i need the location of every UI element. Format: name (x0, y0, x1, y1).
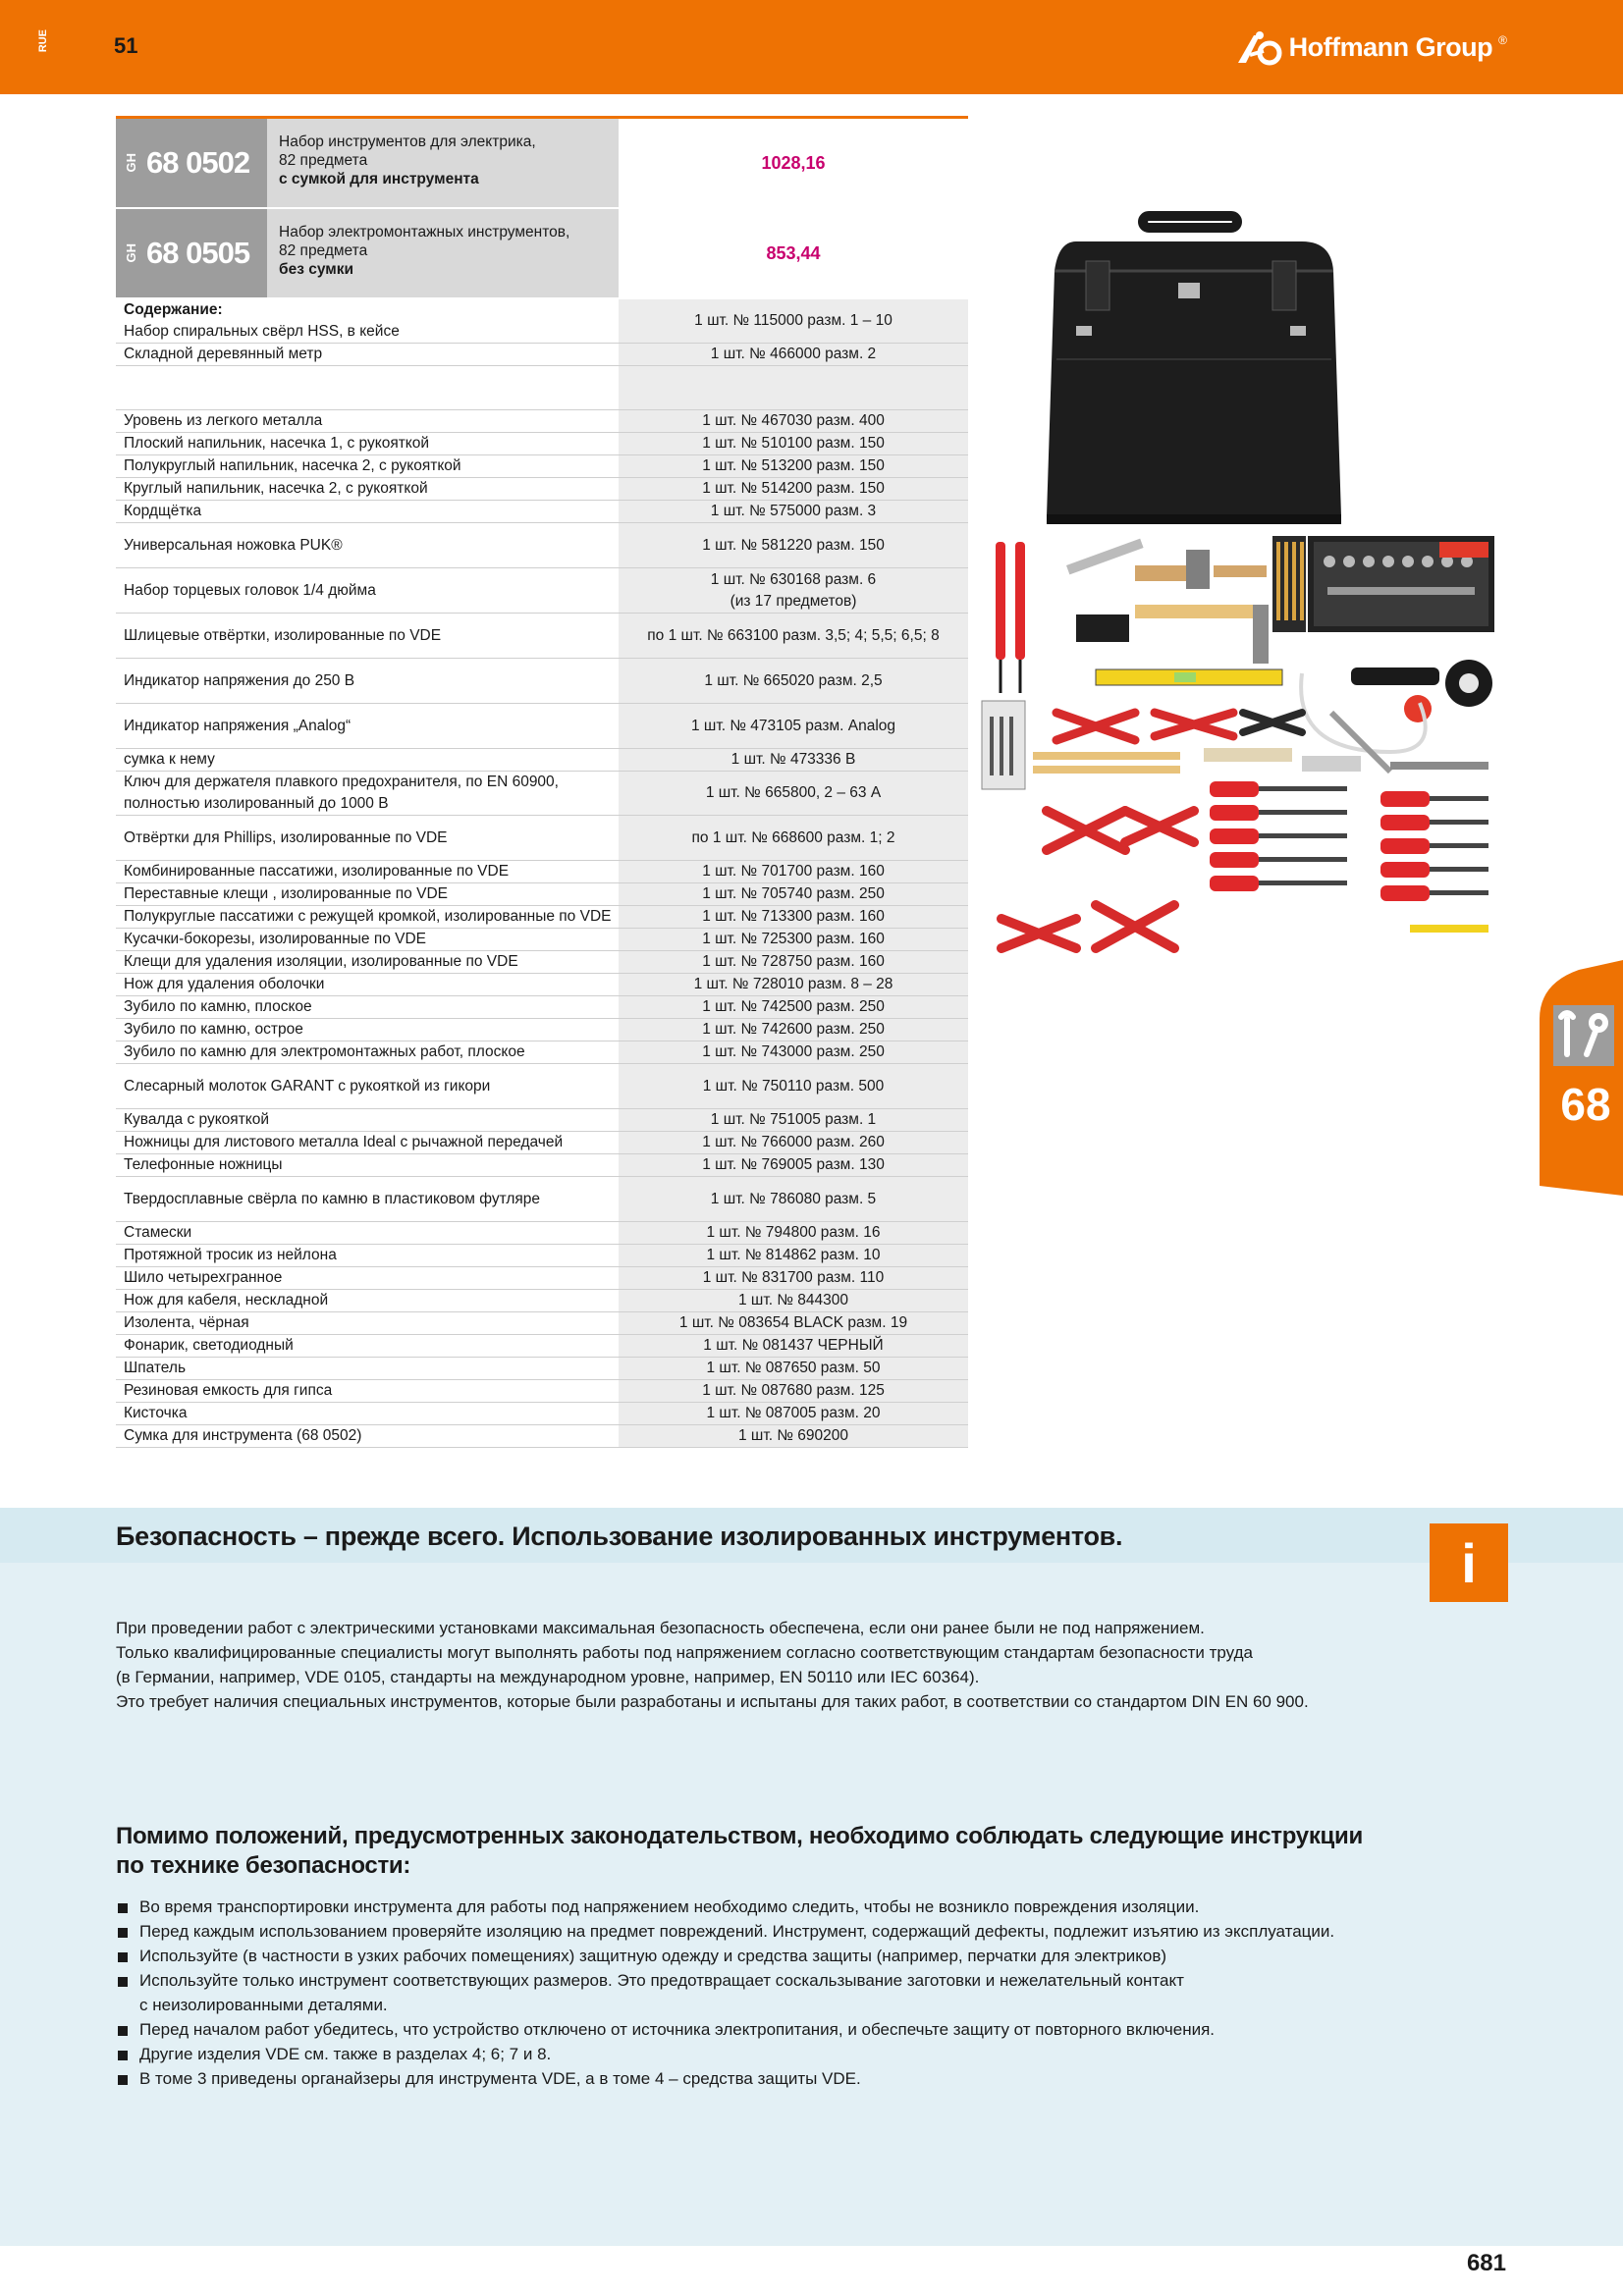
content-item-label: Зубило по камню, плоское (124, 998, 312, 1015)
content-item-article (619, 951, 968, 973)
article-number: 1 шт. № 844300 (737, 1292, 848, 1308)
article-number: 1 шт. № 766000 разм. 260 (702, 1134, 885, 1150)
paragraph-line: При проведении работ с электрическими установками максимальная безопасность обеспечена, если они ранее были не под напряжением. (116, 1619, 1205, 1637)
article-number: 1 шт. № 794800 разм. 16 (706, 1224, 881, 1241)
content-item-name (116, 433, 619, 454)
content-item-name (116, 1290, 619, 1311)
list-item: Используйте (в частности в узких рабочих помещениях) защитную одежду и средства защиты (например, перчатки для электриков) (116, 1944, 1530, 1968)
content-item-name (116, 410, 619, 432)
product-desc-line: 82 предмета (279, 152, 368, 169)
product-prefix: GH (124, 243, 138, 263)
content-item-article (619, 299, 968, 343)
content-item-article (619, 996, 968, 1018)
tools-illustration (982, 536, 1494, 948)
content-item-label: Твердосплавные свёрла по камню в пластиковом футляре (124, 1190, 541, 1207)
article-number: 1 шт. № 087650 разм. 50 (706, 1360, 881, 1376)
list-item (116, 1968, 1530, 2017)
article-number: 1 шт. № 473336 B (730, 751, 856, 768)
product-prefix: GH (124, 153, 138, 173)
content-item-article (619, 478, 968, 500)
content-item-name (116, 816, 619, 860)
content-item-article (619, 1019, 968, 1041)
table-row (116, 1154, 968, 1177)
table-row (116, 1245, 968, 1267)
content-item-label: Уровень из легкого металла (124, 412, 323, 429)
content-item-name (116, 1380, 619, 1402)
content-item-name (116, 704, 619, 748)
content-item-article (619, 433, 968, 454)
article-number: 1 шт. № 513200 разм. 150 (702, 457, 885, 474)
article-number: 1 шт. № 466000 разм. 2 (710, 346, 877, 362)
table-row (116, 455, 968, 478)
content-item-label: Нож для кабеля, нескладной (124, 1292, 329, 1308)
product-image (978, 202, 1502, 968)
content-item-article (619, 366, 968, 409)
table-row (116, 861, 968, 883)
info-title-band (0, 1508, 1623, 1563)
article-number: 1 шт. № 630168 разм. 6 (710, 570, 877, 588)
content-item-label: Фонарик, светодиодный (124, 1337, 294, 1354)
article-number: 1 шт. № 665800, 2 – 63 A (705, 784, 882, 801)
article-number: 1 шт. № 742600 разм. 250 (702, 1021, 885, 1038)
content-item-article (619, 568, 968, 613)
content-item-label: Зубило по камню для электромонтажных работ, плоское (124, 1043, 525, 1060)
article-number: 1 шт. № 728010 разм. 8 – 28 (693, 976, 893, 992)
table-row (116, 1132, 968, 1154)
bullet-text: Используйте только инструмент соответствующих размеров. Это предотвращает соскальзывание заготовки и нежелательный контакт (139, 1971, 1184, 1990)
table-row (116, 1041, 968, 1064)
content-item-article (619, 659, 968, 703)
content-item-name (116, 1267, 619, 1289)
content-item-label: Набор спиральных свёрл HSS, в кейсе (124, 323, 400, 340)
table-row (116, 614, 968, 659)
product-table (116, 116, 968, 1448)
content-item-label: Переставные клещи , изолированные по VDE (124, 885, 448, 902)
hoffmann-group-logo[interactable] (1234, 27, 1507, 67)
content-item-label: Кувалда с рукояткой (124, 1111, 270, 1128)
content-item-name (116, 299, 619, 343)
article-number: 1 шт. № 081437 ЧЕРНЫЙ (703, 1337, 884, 1354)
content-item-name (116, 568, 619, 613)
heading-line: по технике безопасности: (116, 1852, 411, 1879)
contents-list (116, 299, 968, 1448)
table-row (116, 366, 968, 410)
article-number: 1 шт. № 690200 (737, 1427, 848, 1444)
article-number: 1 шт. № 713300 разм. 160 (702, 908, 885, 925)
content-item-name (116, 659, 619, 703)
content-item-label: Плоский напильник, насечка 1, с рукояткой (124, 435, 430, 452)
table-row (116, 974, 968, 996)
table-row (116, 1267, 968, 1290)
chapter-number: 68 (1560, 1079, 1611, 1130)
article-number: 1 шт. № 473105 разм. Analog (690, 717, 896, 734)
list-item: Во время транспортировки инструмента для работы под напряжением необходимо следить, чтобы не возникло повреждения изоляции. (116, 1895, 1530, 1919)
content-item-article (619, 1380, 968, 1402)
table-row (116, 1380, 968, 1403)
content-item-label: Телефонные ножницы (124, 1156, 283, 1173)
content-item-label: Клещи для удаления изоляции, изолированные по VDE (124, 953, 518, 970)
content-item-label: полностью изолированный до 1000 В (124, 795, 389, 812)
product-code: 68 0505 (146, 236, 250, 270)
content-item-name (116, 951, 619, 973)
table-row (116, 906, 968, 929)
content-item-name (116, 1245, 619, 1266)
content-item-label: Изолента, чёрная (124, 1314, 249, 1331)
safety-instructions-heading (116, 1822, 1490, 1881)
paragraph-line: Это требует наличия специальных инструментов, которые были разработаны и испытаны для таких работ, в соответствии со стандартом DIN EN 60 900. (116, 1692, 1309, 1711)
content-item-label: Ножницы для листового металла Ideal с рычажной передачей (124, 1134, 564, 1150)
table-row (116, 1109, 968, 1132)
content-item-article (619, 1222, 968, 1244)
article-number: 1 шт. № 750110 разм. 500 (702, 1077, 885, 1095)
bullet-text-continuation: с неизолированными деталями. (139, 1996, 388, 2014)
table-row (116, 299, 968, 344)
product-desc-line: с сумкой для инструмента (279, 171, 479, 187)
content-item-name (116, 883, 619, 905)
content-item-name (116, 1335, 619, 1357)
content-item-label: Кисточка (124, 1405, 188, 1421)
product-description (267, 119, 619, 207)
article-number: 1 шт. № 581220 разм. 150 (702, 536, 885, 554)
content-item-article (619, 1425, 968, 1447)
content-item-label: Слесарный молоток GARANT с рукояткой из гикори (124, 1077, 491, 1095)
article-number: 1 шт. № 087680 разм. 125 (702, 1382, 885, 1399)
product-price: 1028,16 (619, 119, 968, 207)
content-item-name (116, 974, 619, 995)
table-row (116, 568, 968, 614)
content-item-article (619, 1245, 968, 1266)
product-row-680505[interactable] (116, 209, 968, 299)
content-item-article (619, 1312, 968, 1334)
content-item-name (116, 614, 619, 658)
list-item: Перед началом работ убедитесь, что устройство отключено от источника электропитания, и обеспечьте защиту от повторного включения. (116, 2017, 1530, 2042)
content-item-label: Универсальная ножовка PUK® (124, 536, 343, 554)
article-number: 1 шт. № 701700 разм. 160 (702, 863, 885, 880)
content-item-label: сумка к нему (124, 751, 215, 768)
content-item-label: Ключ для держателя плавкого предохранителя, по EN 60900, (124, 774, 559, 790)
safety-paragraph (116, 1616, 1530, 1714)
table-row (116, 1425, 968, 1448)
product-desc-line: Набор электромонтажных инструментов, (279, 224, 570, 240)
table-row (116, 1403, 968, 1425)
product-price: 853,44 (619, 209, 968, 297)
content-item-article (619, 906, 968, 928)
content-item-name (116, 1041, 619, 1063)
product-desc-line: без сумки (279, 261, 353, 278)
content-item-label: Полукруглые пассатижи с режущей кромкой, изолированные по VDE (124, 908, 612, 925)
content-item-label: Стамески (124, 1224, 192, 1241)
article-number: 1 шт. № 743000 разм. 250 (702, 1043, 885, 1060)
list-item: В томе 3 приведены органайзеры для инструмента VDE, а в томе 4 – средства защиты VDE. (116, 2066, 1530, 2091)
content-item-article (619, 455, 968, 477)
article-number: 1 шт. № 831700 разм. 110 (702, 1269, 885, 1286)
table-row (116, 772, 968, 816)
content-item-article (619, 1064, 968, 1108)
table-row (116, 501, 968, 523)
table-row (116, 816, 968, 861)
list-item: Перед каждым использованием проверяйте изоляцию на предмет повреждений. Инструмент, содержащий дефекты, подлежит изъятию из эксплуатации. (116, 1919, 1530, 1944)
content-item-article (619, 1154, 968, 1176)
table-row (116, 1019, 968, 1041)
content-item-name (116, 523, 619, 567)
article-number: 1 шт. № 814862 разм. 10 (706, 1247, 881, 1263)
table-row (116, 523, 968, 568)
table-row (116, 1312, 968, 1335)
content-item-article (619, 772, 968, 815)
info-title: Безопасность – прежде всего. Использование изолированных инструментов. (116, 1522, 1123, 1551)
content-item-name (116, 996, 619, 1018)
content-item-label: Шило четырехгранное (124, 1269, 283, 1286)
content-item-label: Складной деревянный метр (124, 346, 323, 362)
content-item-name (116, 344, 619, 365)
content-item-label: Шлицевые отвёртки, изолированные по VDE (124, 626, 442, 644)
article-number: 1 шт. № 725300 разм. 160 (702, 931, 885, 947)
content-item-name (116, 478, 619, 500)
paragraph-line: (в Германии, например, VDE 0105, стандарты на международном уровне, например, EN 50110 или IEC 60364). (116, 1668, 980, 1686)
tool-bag-illustration (1047, 216, 1341, 524)
content-item-article (619, 1358, 968, 1379)
article-number: 1 шт. № 575000 разм. 3 (710, 503, 877, 519)
content-item-label: Круглый напильник, насечка 2, с рукояткой (124, 480, 428, 497)
table-row (116, 659, 968, 704)
content-item-name (116, 929, 619, 950)
article-number: 1 шт. № 083654 BLACK разм. 19 (678, 1314, 908, 1331)
article-number: 1 шт. № 115000 разм. 1 – 10 (694, 312, 893, 329)
content-item-article (619, 614, 968, 658)
content-item-article (619, 929, 968, 950)
paragraph-line: Только квалифицированные специалисты могут выполнять работы под напряжением согласно соответствующим стандартам безопасности труда (116, 1643, 1253, 1662)
content-item-article (619, 1403, 968, 1424)
content-item-label: Кордщётка (124, 503, 202, 519)
table-row (116, 749, 968, 772)
content-item-article (619, 1177, 968, 1221)
article-number: 1 шт. № 769005 разм. 130 (702, 1156, 885, 1173)
content-item-label: Резиновая емкость для гипса (124, 1382, 333, 1399)
content-item-article (619, 816, 968, 860)
content-item-article (619, 704, 968, 748)
content-item-article (619, 883, 968, 905)
content-item-label: Сумка для инструмента (68 0502) (124, 1427, 362, 1444)
table-row (116, 996, 968, 1019)
product-code-cell (116, 209, 267, 297)
catalog-page-number: 51 (114, 33, 138, 58)
article-number: 1 шт. № 514200 разм. 150 (702, 480, 885, 497)
content-item-name (116, 1403, 619, 1424)
article-number: 1 шт. № 510100 разм. 150 (702, 435, 885, 452)
article-number: 1 шт. № 751005 разм. 1 (710, 1111, 877, 1128)
content-item-article (619, 974, 968, 995)
content-item-name (116, 861, 619, 882)
registered-mark: ® (1498, 33, 1507, 47)
content-item-label: Индикатор напряжения „Analog“ (124, 717, 352, 734)
content-item-label: Полукруглый напильник, насечка 2, с рукояткой (124, 457, 461, 474)
table-row (116, 929, 968, 951)
table-row (116, 1222, 968, 1245)
content-item-label: Шпатель (124, 1360, 187, 1376)
screwdrivers-illustration (1210, 781, 1488, 901)
table-row (116, 1358, 968, 1380)
product-desc-line: Набор инструментов для электрика, (279, 133, 536, 150)
content-item-name (116, 1154, 619, 1176)
content-item-article (619, 410, 968, 432)
article-number: 1 шт. № 665020 разм. 2,5 (704, 671, 883, 689)
content-item-name (116, 1222, 619, 1244)
article-number: 1 шт. № 705740 разм. 250 (702, 885, 885, 902)
content-item-name (116, 1358, 619, 1379)
hoffmann-logo-icon (1234, 27, 1283, 67)
content-item-name (116, 1177, 619, 1221)
content-item-label: Кусачки-бокорезы, изолированные по VDE (124, 931, 427, 947)
content-item-name (116, 1425, 619, 1447)
content-item-article (619, 523, 968, 567)
content-item-article (619, 501, 968, 522)
content-item-article (619, 1132, 968, 1153)
content-item-article (619, 1290, 968, 1311)
content-item-label: Комбинированные пассатижи, изолированные по VDE (124, 863, 510, 880)
table-row (116, 1335, 968, 1358)
content-item-name (116, 501, 619, 522)
table-row (116, 344, 968, 366)
article-number-note: (из 17 предметов) (730, 592, 857, 610)
contents-heading: Содержание: (124, 301, 223, 318)
content-item-name (116, 1064, 619, 1108)
table-row (116, 883, 968, 906)
article-number: по 1 шт. № 668600 разм. 1; 2 (691, 828, 895, 846)
page-header (0, 0, 1623, 94)
content-item-article (619, 1267, 968, 1289)
content-item-label: Протяжной тросик из нейлона (124, 1247, 337, 1263)
product-row-680502[interactable] (116, 119, 968, 209)
table-row (116, 1064, 968, 1109)
content-item-name (116, 1109, 619, 1131)
article-number: по 1 шт. № 663100 разм. 3,5; 4; 5,5; 6,5; 8 (647, 626, 940, 644)
article-number: 1 шт. № 728750 разм. 160 (702, 953, 885, 970)
content-item-label: Зубило по камню, острое (124, 1021, 303, 1038)
article-number: 1 шт. № 467030 разм. 400 (702, 412, 885, 429)
list-item: Другие изделия VDE см. также в разделах 4; 6; 7 и 8. (116, 2042, 1530, 2066)
info-icon: i (1430, 1523, 1508, 1602)
table-row (116, 410, 968, 433)
table-row (116, 704, 968, 749)
brand-name: Hoffmann Group (1288, 31, 1493, 62)
language-code: RUE (37, 29, 49, 53)
content-item-label: Нож для удаления оболочки (124, 976, 325, 992)
content-item-article (619, 1109, 968, 1131)
content-item-name (116, 1132, 619, 1153)
content-item-label: Набор торцевых головок 1/4 дюйма (124, 581, 376, 599)
heading-line: Помимо положений, предусмотренных законодательством, необходимо соблюдать следующие инструкции (116, 1823, 1363, 1849)
safety-bullet-list (116, 1895, 1530, 2091)
content-item-name (116, 1312, 619, 1334)
content-item-name (116, 749, 619, 771)
content-item-name (116, 906, 619, 928)
content-item-article (619, 861, 968, 882)
table-row (116, 1177, 968, 1222)
content-item-label: Индикатор напряжения до 250 В (124, 671, 355, 689)
table-row (116, 1290, 968, 1312)
table-row (116, 478, 968, 501)
content-item-article (619, 749, 968, 771)
product-code: 68 0502 (146, 145, 250, 180)
content-item-name (116, 455, 619, 477)
table-row (116, 433, 968, 455)
page-number: 681 (1466, 2250, 1506, 2276)
product-description (267, 209, 619, 297)
content-item-article (619, 1335, 968, 1357)
table-row (116, 951, 968, 974)
product-code-cell (116, 119, 267, 207)
content-item-article (619, 344, 968, 365)
content-item-name (116, 366, 619, 409)
content-item-name (116, 1019, 619, 1041)
content-item-label: Отвёртки для Phillips, изолированные по VDE (124, 828, 448, 846)
article-number: 1 шт. № 087005 разм. 20 (706, 1405, 881, 1421)
content-item-name (116, 772, 619, 815)
article-number: 1 шт. № 786080 разм. 5 (710, 1190, 877, 1207)
article-number: 1 шт. № 742500 разм. 250 (702, 998, 885, 1015)
content-item-article (619, 1041, 968, 1063)
product-desc-line: 82 предмета (279, 242, 368, 259)
